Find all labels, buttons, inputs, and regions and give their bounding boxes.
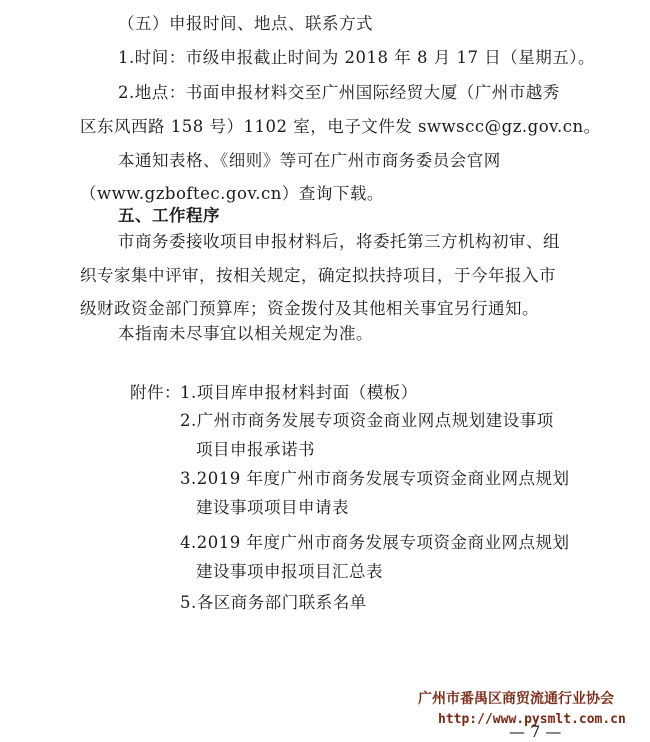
location-text-line-1: 2.地点：书面申报材料交至广州国际经贸大厦（广州市越秀 — [118, 83, 560, 102]
footer-url[interactable]: http://www.pysmlt.com.cn — [438, 712, 626, 727]
procedure-paragraph-line-1: 市商务委接收项目申报材料后，将委托第三方机构初审、组 — [118, 232, 560, 251]
attachments-label: 附件： — [130, 383, 181, 402]
location-text-line-2: 区东风西路 158 号）1102 室，电子文件发 swwscc@gz.gov.cn。 — [80, 117, 601, 136]
procedure-paragraph-line-2: 织专家集中评审，按相关规定，确定拟扶持项目，于今年报入市 — [80, 266, 556, 285]
deadline-text: 1.时间：市级申报截止时间为 2018 年 8 月 17 日（星期五）。 — [118, 48, 595, 67]
attachment-1: 1.项目库申报材料封面（模板） — [180, 383, 418, 402]
attachment-2-line-1: 2.广州市商务发展专项资金商业网点规划建设事项 — [180, 411, 554, 430]
attachment-4-line-2: 建设事项申报项目汇总表 — [196, 562, 383, 581]
guide-note: 本指南未尽事宜以相关规定为准。 — [118, 324, 373, 343]
download-notice-line-2: （www.gzboftec.gov.cn）查询下载。 — [80, 184, 384, 203]
download-notice-line-1: 本通知表格、《细则》等可在广州市商务委员会官网 — [118, 151, 501, 170]
footer-organization: 广州市番禺区商贸流通行业协会 — [418, 691, 614, 707]
page-number: — 7 — — [509, 722, 562, 741]
procedure-paragraph-line-3: 级财政资金部门预算库；资金拨付及其他相关事宜另行通知。 — [80, 299, 539, 318]
attachment-5: 5.各区商务部门联系名单 — [180, 593, 367, 612]
attachment-4-line-1: 4.2019 年度广州市商务发展专项资金商业网点规划 — [180, 533, 570, 552]
section-4-heading: （五）申报时间、地点、联系方式 — [118, 14, 373, 33]
section-5-heading: 五、工作程序 — [118, 206, 220, 225]
attachment-3-line-2: 建设事项项目申请表 — [196, 498, 349, 517]
attachment-3-line-1: 3.2019 年度广州市商务发展专项资金商业网点规划 — [180, 469, 570, 488]
attachment-2-line-2: 项目申报承诺书 — [196, 440, 315, 459]
